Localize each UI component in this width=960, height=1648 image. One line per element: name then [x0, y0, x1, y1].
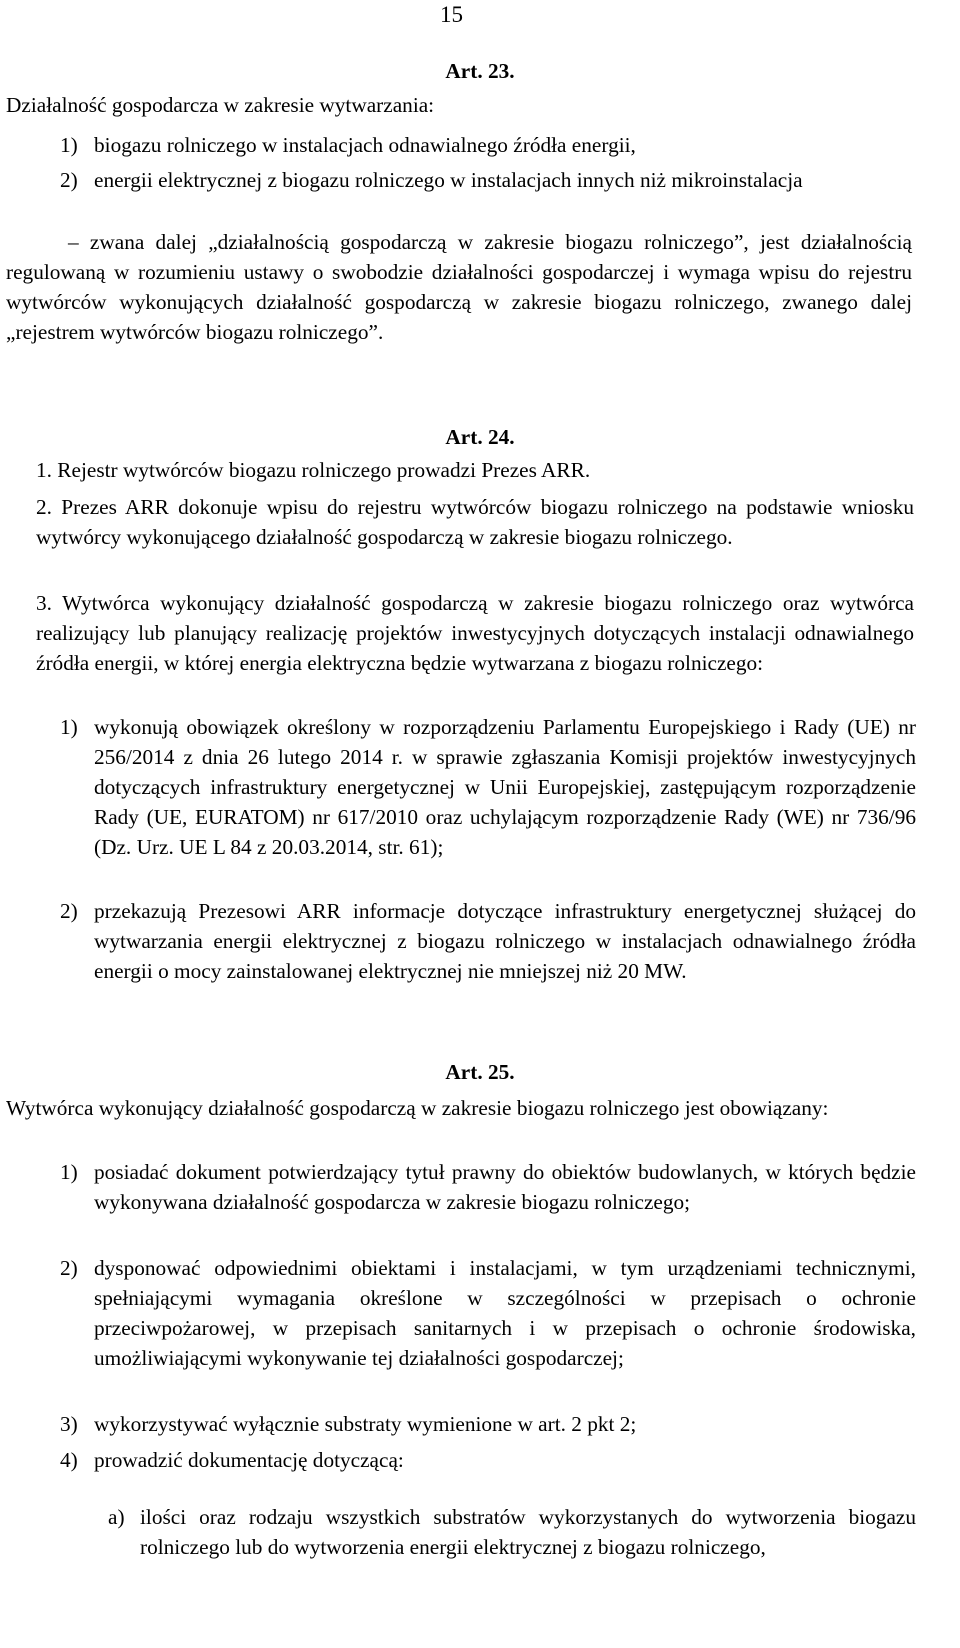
sub-list-item-letter: a) [108, 1505, 125, 1529]
list-item [60, 1445, 916, 1475]
list-item-number: 3) [60, 1412, 78, 1436]
list-item [60, 130, 916, 160]
art-24-paragraph-3: 3. Wytwórca wykonujący działalność gospodarczą w zakresie biogazu rolniczego oraz wytwórca realizujący lub planujący realizację projektów inwestycyjnych dotyczących instalacji odnawialnego źródła energii, w której energia elektryczna będzie wytwarzana z biogazu rolniczego: [36, 591, 914, 675]
list-item [60, 1253, 916, 1405]
list-item [60, 712, 916, 894]
list-item-text: wykonują obowiązek określony w rozporządzeniu Parlamentu Europejskiego i Rady (UE) nr 256/2014 z dnia 26 lutego 2014 r. w sprawie zgłaszania Komisji projektów inwestycyjnych dotyczących infrastruktury energetycznej w Unii Europejskiej, zastępującym rozporządzenie Rady (UE, EURATOM) nr 617/2010 oraz uchylającym rozporządzenie Rady (WE) nr 736/96 (Dz. Urz. UE L 84 z 20.03.2014, str. 61); [94, 715, 916, 859]
list-item [60, 1409, 916, 1439]
list-item-number: 1) [60, 1160, 78, 1184]
list-item-number: 2) [60, 168, 78, 192]
art-24-paragraph-1: 1. Rejestr wytwórców biogazu rolniczego prowadzi Prezes ARR. [36, 458, 591, 482]
art-23-closing: – zwana dalej „działalnością gospodarczą w zakresie biogazu rolniczego”, jest działalnością regulowaną w rozumieniu ustawy o swobodzie działalności gospodarczej i wymaga wpisu do rejestru wytwórców wykonujących działalność gospodarczą w zakresie biogazu rolniczego, zwanego dalej „rejestrem wytwórców biogazu rolniczego”. [6, 230, 912, 344]
list-item-text: energii elektrycznej z biogazu rolniczego w instalacjach innych niż mikroinstalacja [94, 168, 803, 192]
art-24-heading: Art. 24. [445, 425, 515, 449]
list-item [60, 165, 916, 225]
art-25-heading: Art. 25. [445, 1060, 515, 1084]
list-item-number: 1) [60, 133, 78, 157]
sub-list-item [108, 1502, 916, 1594]
list-item [60, 896, 916, 1018]
art-23-heading: Art. 23. [445, 59, 515, 83]
list-item-number: 2) [60, 1256, 78, 1280]
art-23-intro: Działalność gospodarcza w zakresie wytwarzania: [6, 93, 435, 117]
list-item [60, 1157, 916, 1249]
list-item-number: 1) [60, 715, 78, 739]
list-item-text: posiadać dokument potwierdzający tytuł prawny do obiektów budowlanych, w których będzie wykonywana działalność gospodarcza w zakresie biogazu rolniczego; [94, 1160, 916, 1214]
list-item-text: wykorzystywać wyłącznie substraty wymienione w art. 2 pkt 2; [94, 1412, 637, 1436]
list-item-number: 4) [60, 1448, 78, 1472]
page-number: 15 [440, 2, 463, 27]
list-item-text: przekazują Prezesowi ARR informacje dotyczące infrastruktury energetycznej służącej do wytwarzania energii elektrycznej z biogazu rolniczego w instalacjach odnawialnego źródła energii o mocy zainstalowanej elektrycznej nie mniejszej niż 20 MW. [94, 899, 916, 983]
list-item-text: prowadzić dokumentację dotyczącą: [94, 1448, 404, 1472]
art-25-intro: Wytwórca wykonujący działalność gospodarczą w zakresie biogazu rolniczego jest obowiązany: [6, 1096, 829, 1120]
list-item-number: 2) [60, 899, 78, 923]
list-item-text: dysponować odpowiednimi obiektami i instalacjami, w tym urządzeniami technicznymi, spełniającymi wymagania określone w szczególności w przepisach o ochronie przeciwpożarowej, w przepisach sanitarnych i w przepisach o ochronie środowiska, umożliwiającymi wykonywanie tej działalności gospodarczej; [94, 1256, 916, 1370]
art-24-paragraph-2: 2. Prezes ARR dokonuje wpisu do rejestru wytwórców biogazu rolniczego na podstawie wniosku wytwórcy wykonującego działalność gospodarczą w zakresie biogazu rolniczego. [36, 495, 914, 549]
sub-list-item-text: ilości oraz rodzaju wszystkich substratów wykorzystanych do wytworzenia biogazu rolniczego lub do wytworzenia energii elektrycznej z biogazu rolniczego, [140, 1505, 916, 1559]
list-item-text: biogazu rolniczego w instalacjach odnawialnego źródła energii, [94, 133, 636, 157]
